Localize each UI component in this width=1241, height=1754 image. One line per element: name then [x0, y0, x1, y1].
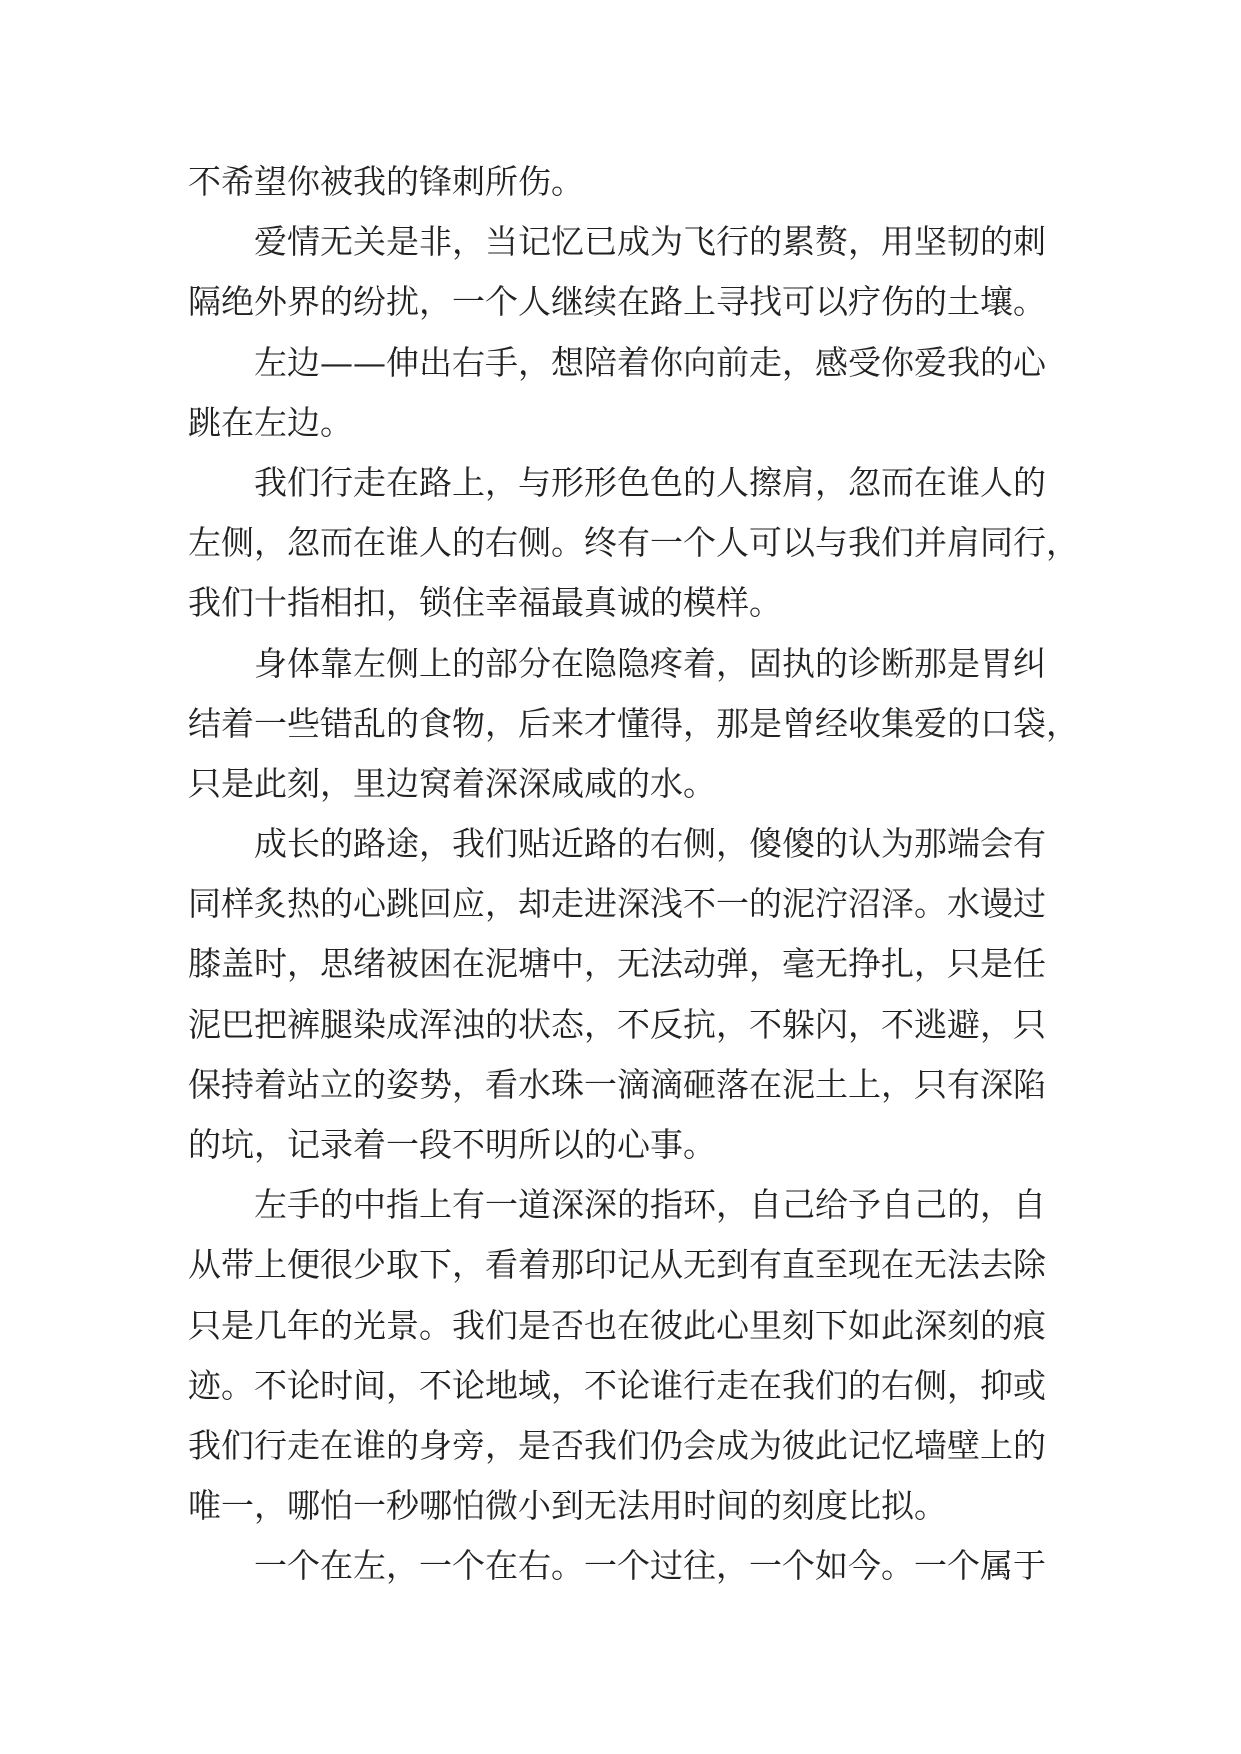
text-line: 不希望你被我的锋刺所伤。 — [188, 162, 584, 201]
text-line: 泥巴把裤腿染成浑浊的状态，不反抗，不躲闪，不逃避，只 — [188, 1004, 1046, 1044]
text-line: 身体靠左侧上的部分在隐隐疼着，固执的诊断那是胃纠 — [254, 643, 1046, 683]
text-line: 我们行走在路上，与形形色色的人擦肩，忽而在谁人的 — [254, 462, 1046, 502]
text-line: 成长的路途，我们贴近路的右侧，傻傻的认为那端会有 — [254, 824, 1046, 864]
text-line: 膝盖时，思绪被困在泥塘中，无法动弹，毫无挣扎，只是任 — [188, 944, 1046, 984]
text-line: 唯一，哪怕一秒哪怕微小到无法用时间的刻度比拟。 — [188, 1486, 947, 1526]
text-line: 同样炙热的心跳回应，却走进深浅不一的泥泞沼泽。水谩过 — [188, 884, 1046, 924]
text-line: 迹。不论时间，不论地域，不论谁行走在我们的右侧，抑或 — [188, 1365, 1046, 1405]
text-line: 只是此刻，里边窝着深深咸咸的水。 — [188, 763, 716, 803]
text-line: 结着一些错乱的食物，后来才懂得，那是曾经收集爱的口袋， — [188, 703, 1079, 743]
text-line: 一个在左，一个在右。一个过往，一个如今。一个属于 — [254, 1546, 1046, 1586]
text-line: 我们十指相扣，锁住幸福最真诚的模样。 — [188, 583, 782, 623]
body-text — [188, 152, 1088, 1597]
text-line: 我们行走在谁的身旁，是否我们仍会成为彼此记忆墙壁上的 — [188, 1425, 1046, 1465]
text-line: 爱情无关是非，当记忆已成为飞行的累赘，用坚韧的刺 — [254, 222, 1046, 262]
text-line: 只是几年的光景。我们是否也在彼此心里刻下如此深刻的痕 — [188, 1305, 1046, 1345]
text-line: 的坑，记录着一段不明所以的心事。 — [188, 1125, 716, 1164]
text-line: 左边——伸出右手，想陪着你向前走，感受你爱我的心 — [254, 342, 1046, 382]
text-line: 左侧，忽而在谁人的右侧。终有一个人可以与我们并肩同行， — [188, 523, 1079, 563]
text-line: 隔绝外界的纷扰，一个人继续在路上寻找可以疗伤的土壤。 — [188, 282, 1046, 322]
text-line: 从带上便很少取下，看着那印记从无到有直至现在无法去除 — [188, 1245, 1046, 1285]
text-line: 左手的中指上有一道深深的指环，自己给予自己的，自 — [254, 1185, 1046, 1225]
text-line: 跳在左边。 — [188, 402, 353, 442]
text-line: 保持着站立的姿势，看水珠一滴滴砸落在泥土上，只有深陷 — [188, 1064, 1046, 1104]
